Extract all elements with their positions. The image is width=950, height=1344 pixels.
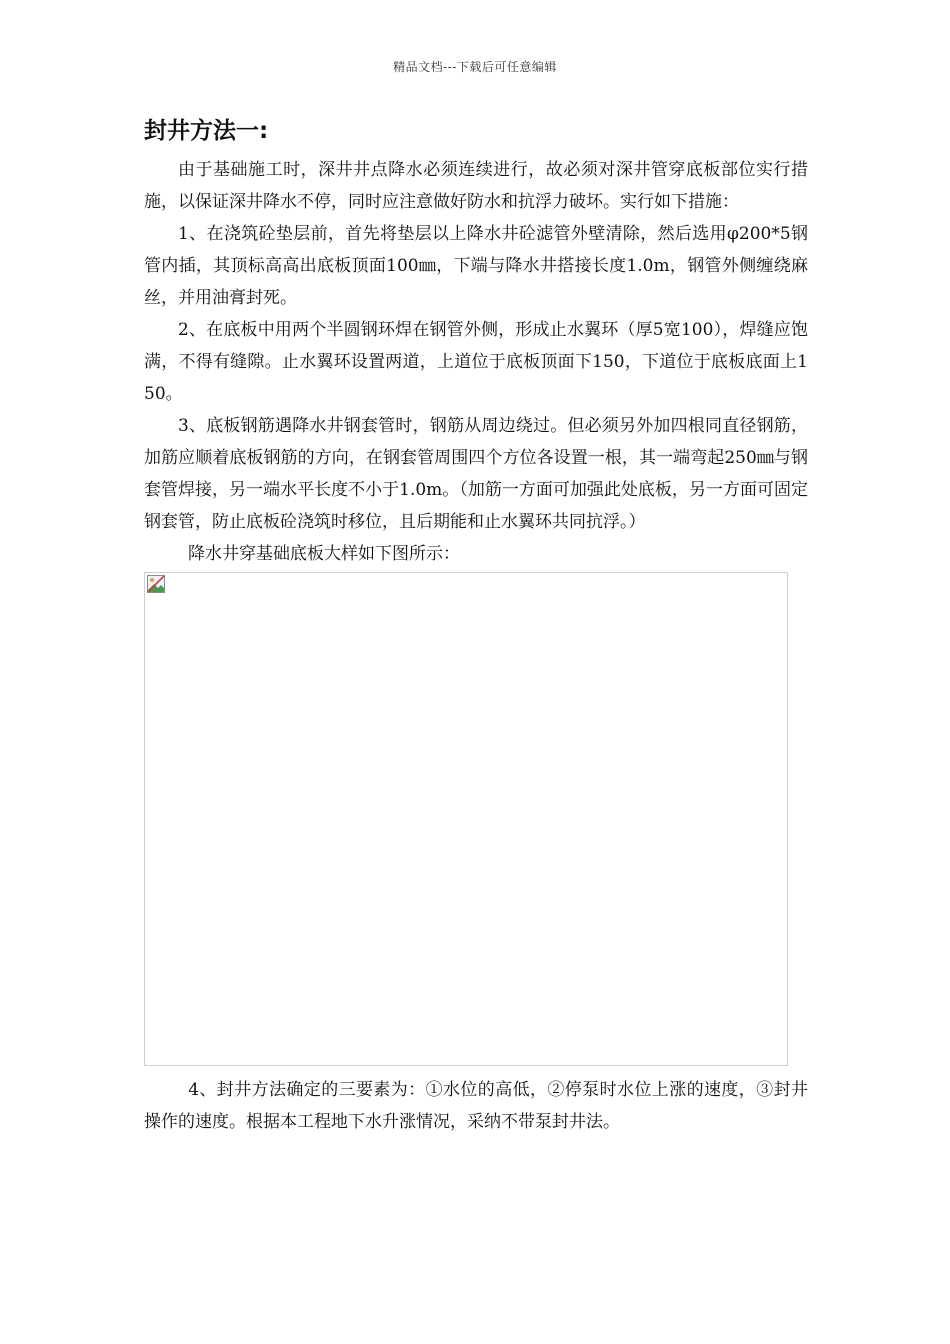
step-3-paragraph: 3、底板钢筋遇降水井钢套管时，钢筋从周边绕过。但必须另外加四根同直径钢筋，加筋应顺着底板钢筋的方向，在钢套管周围四个方位各设置一根，其一端弯起250㎜与钢套管焊接，另一端水平长度不小于1.0m。（加筋一方面可加强此处底板，另一方面可固定钢套管，防止底板砼浇筑时移位，且后期能和止水翼环共同抗浮。）	[144, 416, 808, 532]
figure-placeholder	[144, 572, 788, 1066]
page-title: 封井方法一:	[144, 118, 269, 144]
step-1-paragraph: 1、在浇筑砼垫层前，首先将垫层以上降水井砼滤管外壁清除，然后选用φ200*5钢管内插，其顶标高高出底板顶面100㎜，下端与降水井搭接长度1.0m，钢管外侧缠绕麻丝，并用油膏封死。	[144, 224, 808, 308]
document-body	[144, 114, 808, 1138]
broken-image-icon	[147, 575, 165, 593]
page-header-note: 精品文档---下载后可任意编辑	[393, 60, 557, 74]
figure-caption: 降水井穿基础底板大样如下图所示：	[188, 544, 460, 564]
step-4-paragraph: 4、封井方法确定的三要素为：①水位的高低，②停泵时水位上涨的速度，③封井操作的速度。根据本工程地下水升涨情况，采纳不带泵封井法。	[144, 1080, 808, 1132]
intro-paragraph: 由于基础施工时，深井井点降水必须连续进行，故必须对深井管穿底板部位实行措施，以保证深井降水不停，同时应注意做好防水和抗浮力破坏。实行如下措施：	[144, 160, 808, 212]
step-2-paragraph: 2、在底板中用两个半圆钢环焊在钢管外侧，形成止水翼环（厚5宽100），焊缝应饱满，不得有缝隙。止水翼环设置两道，上道位于底板顶面下150，下道位于底板底面上150。	[144, 320, 808, 404]
